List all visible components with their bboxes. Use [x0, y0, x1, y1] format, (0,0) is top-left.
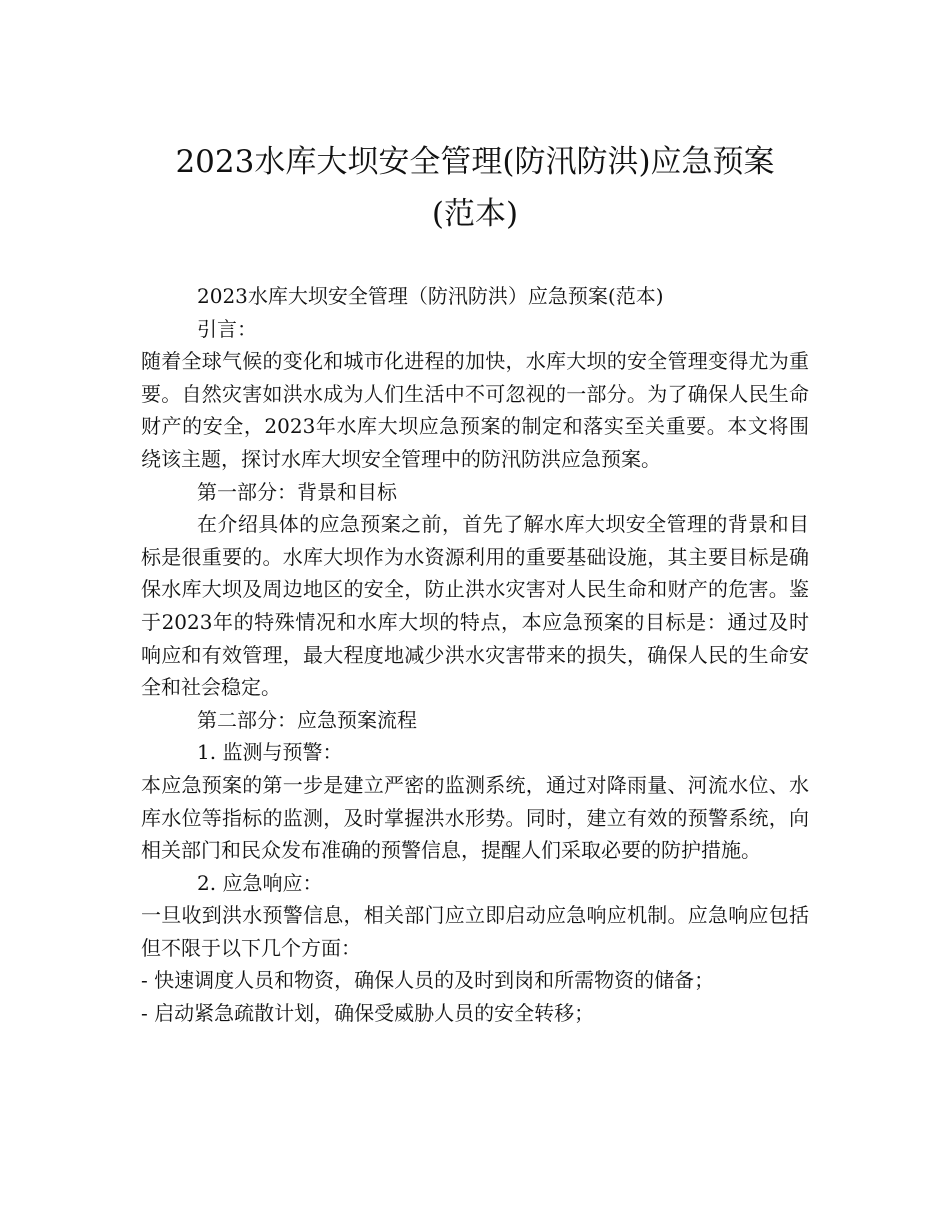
document-title	[110, 136, 840, 240]
document-body	[141, 280, 809, 1030]
section-heading-part2: 第二部分：应急预案流程	[197, 707, 417, 732]
list-heading-monitoring: 1. 监测与预警：	[197, 740, 343, 765]
document-subtitle: 2023水库大坝安全管理（防汛防洪）应急预案(范本)	[197, 284, 664, 308]
document-title-line2: (范本)	[431, 196, 519, 232]
section-heading-intro: 引言：	[197, 316, 257, 341]
document-title-line1: 2023水库大坝安全管理(防汛防洪)应急预案	[175, 144, 775, 180]
bullet-item-evacuation: - 启动紧急疏散计划，确保受威胁人员的安全转移；	[141, 1001, 595, 1026]
section-heading-part1: 第一部分：背景和目标	[197, 479, 397, 504]
list-heading-response: 2. 应急响应：	[197, 870, 323, 895]
paragraph-intro: 随着全球气候的变化和城市化进程的加快，水库大坝的安全管理变得尤为重要。自然灾害如洪水成为人们生活中不可忽视的一部分。为了确保人民生命财产的安全，2023年水库大坝应急预案的制定和落实至关重要。本文将围绕该主题，探讨水库大坝安全管理中的防汛防洪应急预案。	[141, 349, 809, 471]
bullet-item-dispatch: - 快速调度人员和物资，确保人员的及时到岗和所需物资的储备；	[141, 968, 715, 993]
paragraph-part1: 在介绍具体的应急预案之前，首先了解水库大坝安全管理的背景和目标是很重要的。水库大坝作为水资源利用的重要基础设施，其主要目标是确保水库大坝及周边地区的安全，防止洪水灾害对人民生命和财产的危害。鉴于2023年的特殊情况和水库大坝的特点，本应急预案的目标是：通过及时响应和有效管理，最大程度地减少洪水灾害带来的损失，确保人民的生命安全和社会稳定。	[141, 512, 809, 700]
paragraph-response: 一旦收到洪水预警信息，相关部门应立即启动应急响应机制。应急响应包括但不限于以下几个方面：	[141, 903, 809, 960]
paragraph-monitoring: 本应急预案的第一步是建立严密的监测系统，通过对降雨量、河流水位、水库水位等指标的监测，及时掌握洪水形势。同时，建立有效的预警系统，向相关部门和民众发布准确的预警信息，提醒人们采取必要的防护措施。	[141, 772, 809, 863]
